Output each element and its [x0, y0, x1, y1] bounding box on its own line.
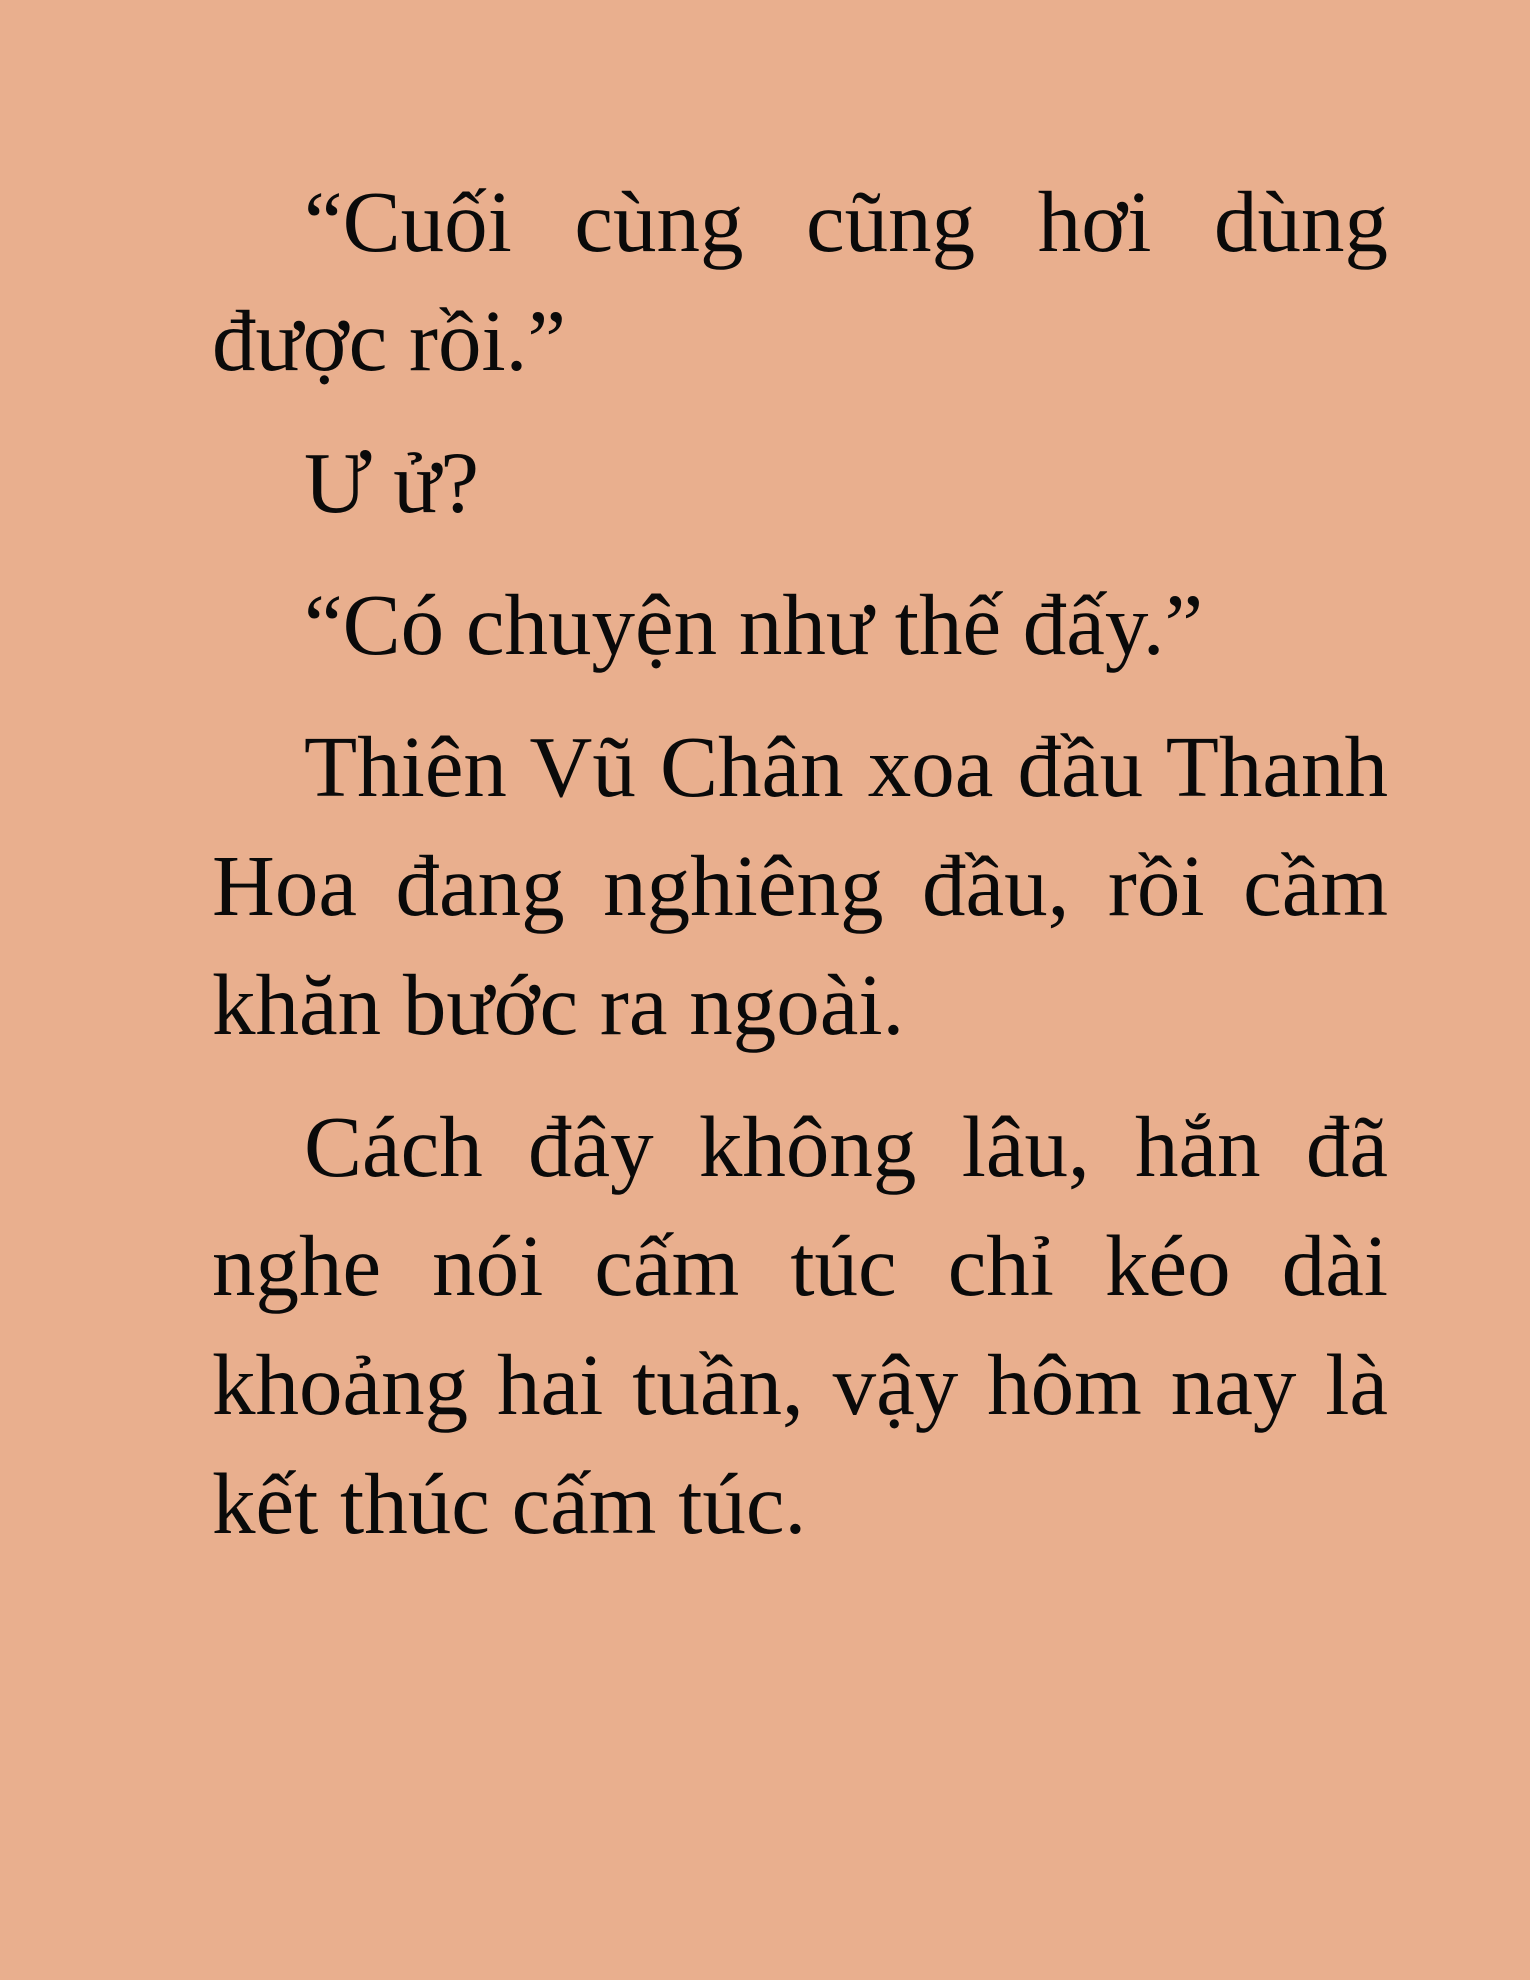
- paragraph-1: “Cuối cùng cũng hơi dùng được rồi.”: [212, 173, 1388, 389]
- paragraph-2: Ư ử?: [304, 434, 480, 531]
- paragraph-3: “Có chuyện như thế đấy.”: [304, 576, 1204, 673]
- paragraph-5: Cách đây không lâu, hắn đã nghe nói cấm túc chỉ kéo dài khoảng hai tuần, vậy hôm nay là kết thúc cấm túc.: [212, 1098, 1388, 1552]
- paragraph-4: Thiên Vũ Chân xoa đầu Thanh Hoa đang nghiêng đầu, rồi cầm khăn bước ra ngoài.: [212, 718, 1388, 1053]
- story-text-block: [212, 162, 1388, 1586]
